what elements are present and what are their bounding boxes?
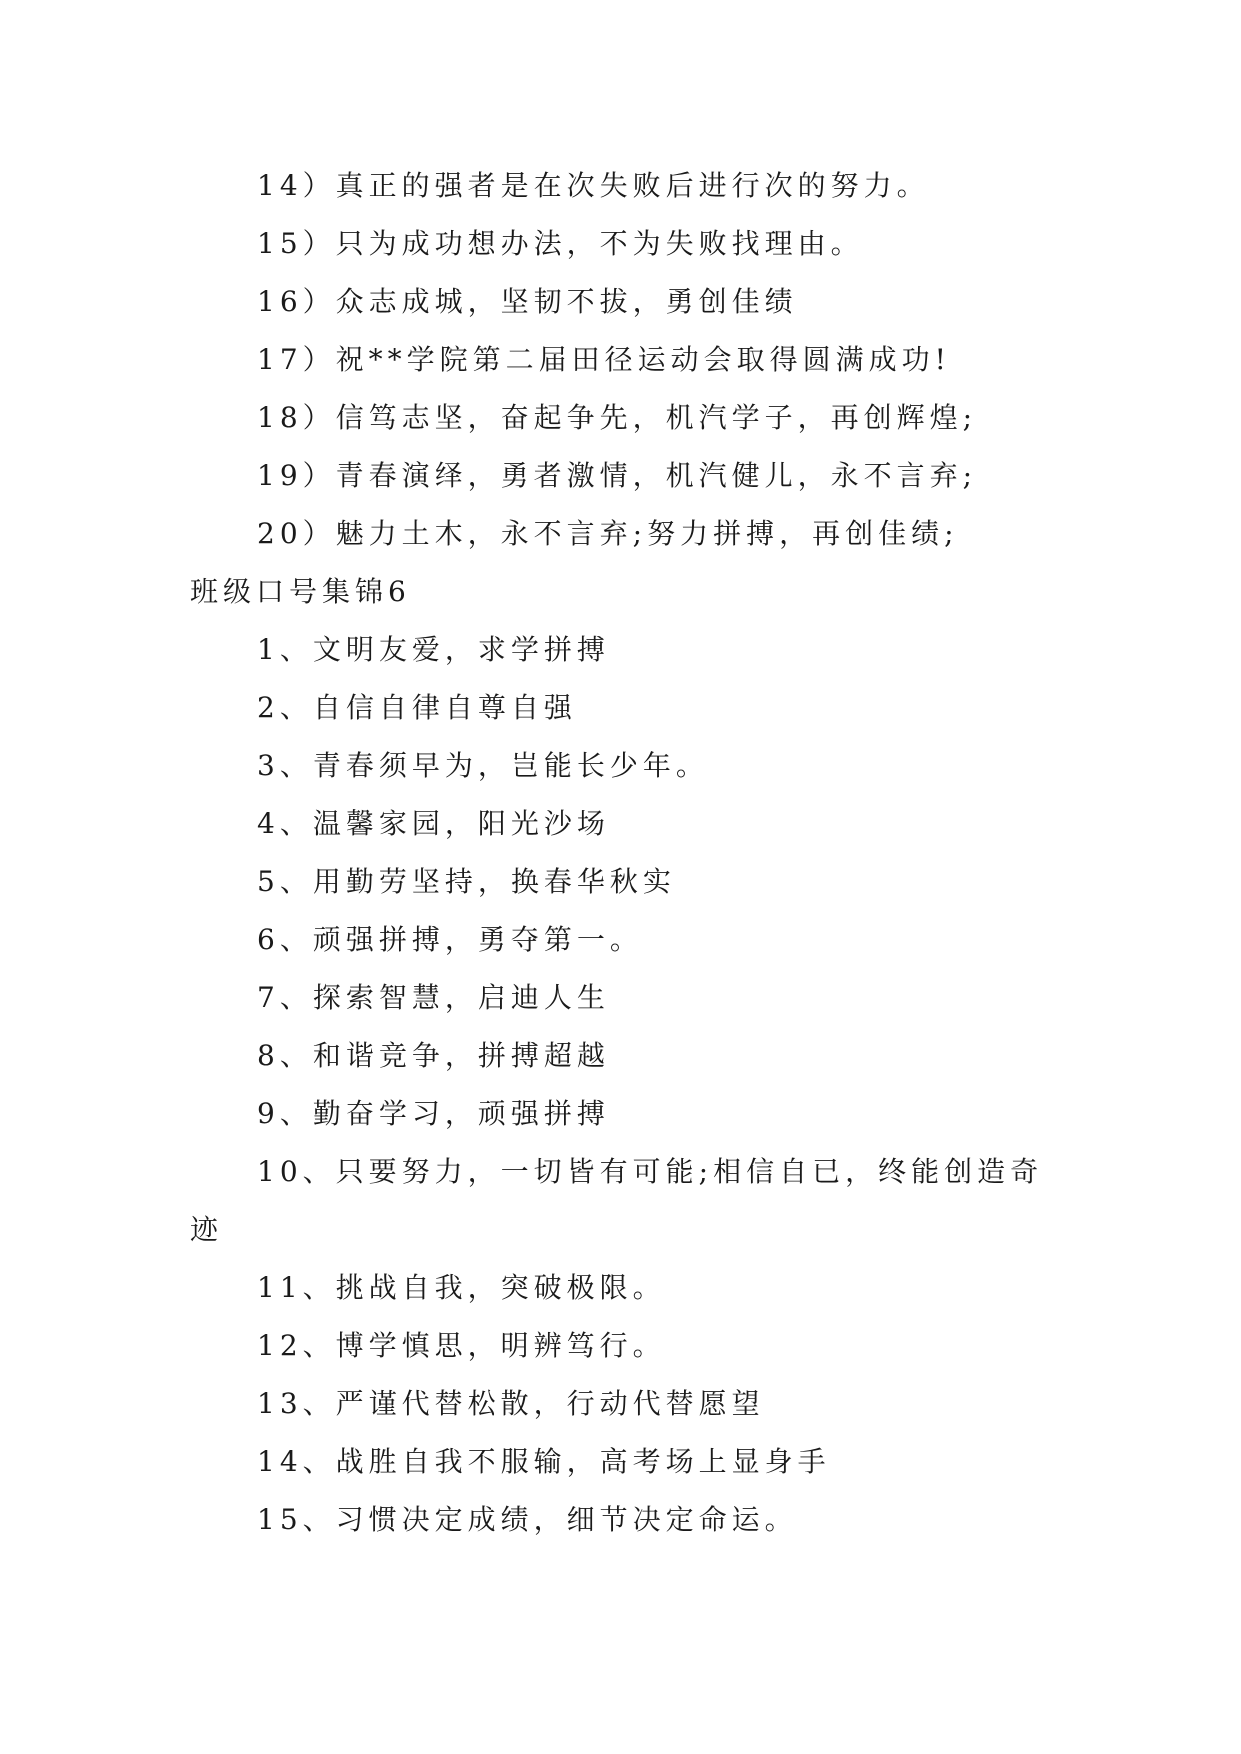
slogan-item: 15、习惯决定成绩，细节决定命运。: [257, 1503, 798, 1536]
slogan-item: 14）真正的强者是在次失败后进行次的努力。: [257, 169, 930, 202]
slogan-item: 3、青春须早为，岂能长少年。: [257, 749, 709, 782]
slogan-item: 15）只为成功想办法，不为失败找理由。: [257, 227, 864, 260]
slogan-item: 8、和谐竞争，拼搏超越: [257, 1039, 610, 1072]
slogan-item: 14、战胜自我不服输，高考场上显身手: [257, 1445, 831, 1478]
slogan-item: 1、文明友爱，求学拼搏: [257, 633, 610, 666]
slogan-item: 10、只要努力，一切皆有可能;相信自已，终能创造奇: [257, 1155, 1044, 1188]
slogan-item: 17）祝**学院第二届田径运动会取得圆满成功!: [257, 343, 951, 376]
slogan-item: 13、严谨代替松散，行动代替愿望: [257, 1387, 765, 1420]
slogan-item: 2、自信自律自尊自强: [257, 691, 577, 724]
slogan-item: 18）信笃志坚，奋起争先，机汽学子，再创辉煌;: [257, 401, 978, 434]
slogan-item: 20）魅力土木，永不言弃;努力拼搏，再创佳绩;: [257, 517, 959, 550]
slogan-item: 11、挑战自我，突破极限。: [257, 1271, 666, 1304]
slogan-item: 7、探索智慧，启迪人生: [257, 981, 610, 1014]
slogan-item: 12、博学慎思，明辨笃行。: [257, 1329, 666, 1362]
slogan-item-continuation: 迹: [190, 1213, 224, 1246]
slogan-item: 5、用勤劳坚持，换春华秋实: [257, 865, 676, 898]
slogan-item: 9、勤奋学习，顽强拼搏: [257, 1097, 610, 1130]
slogan-item: 19）青春演绎，勇者激情，机汽健儿，永不言弃;: [257, 459, 978, 492]
section-heading: 班级口号集锦6: [190, 575, 411, 608]
slogan-item: 4、温馨家园，阳光沙场: [257, 807, 610, 840]
slogan-item: 16）众志成城，坚韧不拔，勇创佳绩: [257, 285, 798, 318]
slogan-item: 6、顽强拼搏，勇夺第一。: [257, 923, 643, 956]
